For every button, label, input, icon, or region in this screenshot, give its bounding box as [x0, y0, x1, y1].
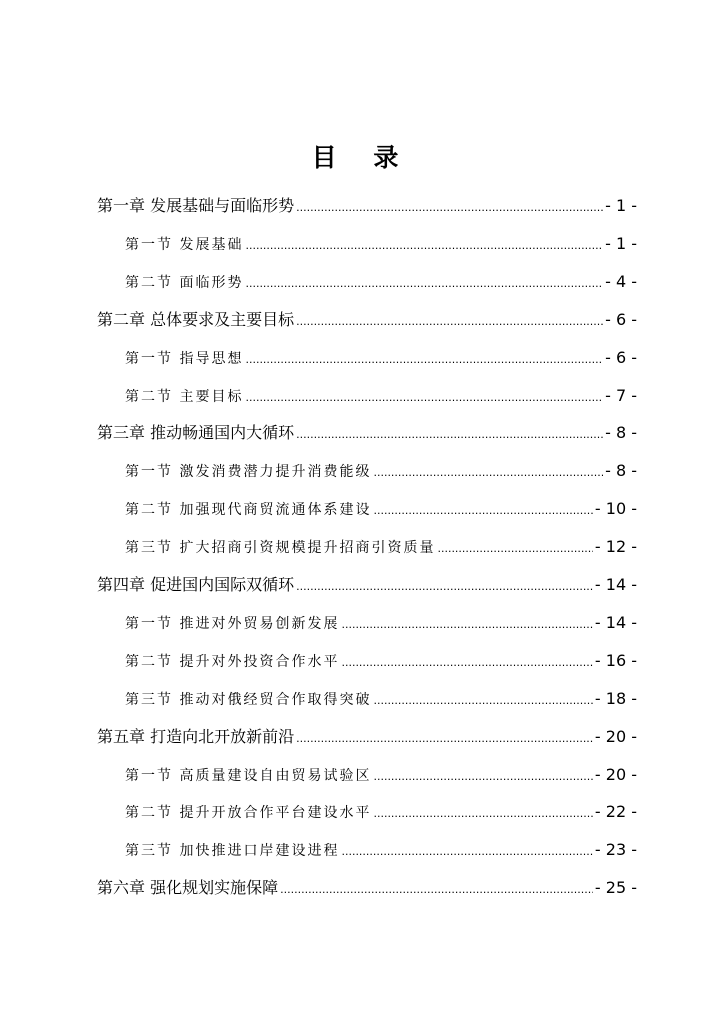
toc-section-entry[interactable] — [125, 343, 637, 373]
toc-entry-label: 第四章 促进国内国际双循环 — [97, 575, 295, 594]
toc-page-number: - 1 - — [605, 233, 637, 253]
toc-section-entry[interactable] — [125, 608, 637, 638]
toc-page-number: - 6 - — [605, 309, 637, 329]
toc-page-number: - 18 - — [594, 688, 637, 708]
toc-chapter-entry[interactable] — [97, 418, 637, 448]
toc-dot-leader — [373, 799, 592, 829]
toc-chapter-entry[interactable] — [97, 873, 637, 903]
toc-dot-leader — [373, 762, 592, 792]
toc-entry-label: 第二节 面临形势 — [125, 274, 244, 291]
toc-entry-label: 第一节 指导思想 — [125, 350, 244, 367]
toc-entry-label: 第五章 打造向北开放新前沿 — [97, 726, 295, 746]
toc-page-number: - 20 - — [594, 726, 637, 746]
toc-page-number: - 14 - — [594, 612, 637, 632]
toc-chapter-entry[interactable] — [97, 570, 637, 600]
toc-dot-leader — [296, 724, 593, 754]
toc-page-number: - 10 - — [594, 499, 637, 519]
toc-page-number: - 23 - — [594, 840, 637, 860]
toc-page-number: - 20 - — [594, 764, 637, 784]
toc-dot-leader — [245, 383, 603, 413]
toc-entry-label: 第二节 主要目标 — [125, 388, 244, 405]
toc-dot-leader — [437, 534, 592, 564]
toc-dot-leader — [373, 458, 603, 488]
toc-chapter-entry[interactable] — [97, 305, 637, 335]
toc-section-entry[interactable] — [125, 646, 637, 676]
toc-dot-leader — [245, 345, 603, 375]
toc-entry-label: 第三节 推动对俄经贸合作取得突破 — [125, 691, 372, 708]
toc-section-entry[interactable] — [125, 835, 637, 865]
toc-section-entry[interactable] — [125, 797, 637, 827]
toc-section-entry[interactable] — [125, 684, 637, 714]
toc-page-number: - 4 - — [605, 271, 637, 291]
toc-dot-leader — [245, 269, 603, 299]
toc-page-number: - 14 - — [594, 575, 637, 594]
toc-dot-leader — [373, 686, 592, 716]
toc-dot-leader — [296, 193, 603, 223]
toc-dot-leader — [296, 420, 603, 450]
toc-section-entry[interactable] — [125, 532, 637, 562]
toc-page-number: - 7 - — [605, 385, 637, 405]
toc-title: 目 录 — [311, 143, 413, 172]
toc-dot-leader — [341, 648, 592, 678]
toc-section-entry[interactable] — [125, 456, 637, 486]
toc-page-number: - 8 - — [605, 461, 637, 481]
toc-entry-label: 第三章 推动畅通国内大循环 — [97, 423, 295, 443]
toc-dot-leader — [280, 875, 593, 905]
toc-dot-leader — [373, 496, 592, 526]
toc-entry-label: 第二节 加强现代商贸流通体系建设 — [125, 502, 372, 519]
toc-dot-leader — [296, 572, 593, 602]
toc-page-number: - 16 - — [594, 650, 637, 670]
toc-entry-label: 第一章 发展基础与面临形势 — [97, 196, 295, 215]
toc-entry-label: 第二节 提升对外投资合作水平 — [125, 653, 340, 670]
toc-entry-label: 第二章 总体要求及主要目标 — [97, 309, 295, 329]
toc-section-entry[interactable] — [125, 381, 637, 411]
toc-section-entry[interactable] — [125, 760, 637, 790]
toc-page-number: - 25 - — [594, 878, 637, 898]
toc-entry-label: 第六章 强化规划实施保障 — [97, 878, 279, 898]
toc-page-number: - 1 - — [605, 196, 637, 215]
toc-section-entry[interactable] — [125, 229, 637, 259]
toc-entry-label: 第二节 提升开放合作平台建设水平 — [125, 805, 372, 822]
toc-section-entry[interactable] — [125, 494, 637, 524]
toc-page-number: - 12 - — [594, 537, 637, 557]
toc-entry-label: 第三节 扩大招商引资规模提升招商引资质量 — [125, 540, 436, 557]
toc-page-number: - 22 - — [594, 802, 637, 822]
toc-dot-leader — [341, 610, 592, 640]
toc-dot-leader — [245, 231, 603, 261]
toc-chapter-entry[interactable] — [97, 722, 637, 752]
toc-entry-label: 第一节 发展基础 — [125, 236, 244, 253]
toc-entry-label: 第一节 高质量建设自由贸易试验区 — [125, 767, 372, 784]
toc-page-number: - 6 - — [605, 347, 637, 367]
toc-entry-label: 第三节 加快推进口岸建设进程 — [125, 843, 340, 860]
toc-entry-label: 第一节 激发消费潜力提升消费能级 — [125, 464, 372, 481]
toc-dot-leader — [341, 837, 592, 867]
toc-chapter-entry[interactable] — [97, 191, 637, 221]
toc-section-entry[interactable] — [125, 267, 637, 297]
toc-entry-label: 第一节 推进对外贸易创新发展 — [125, 615, 340, 632]
toc-page-number: - 8 - — [605, 423, 637, 443]
toc-dot-leader — [296, 307, 603, 337]
